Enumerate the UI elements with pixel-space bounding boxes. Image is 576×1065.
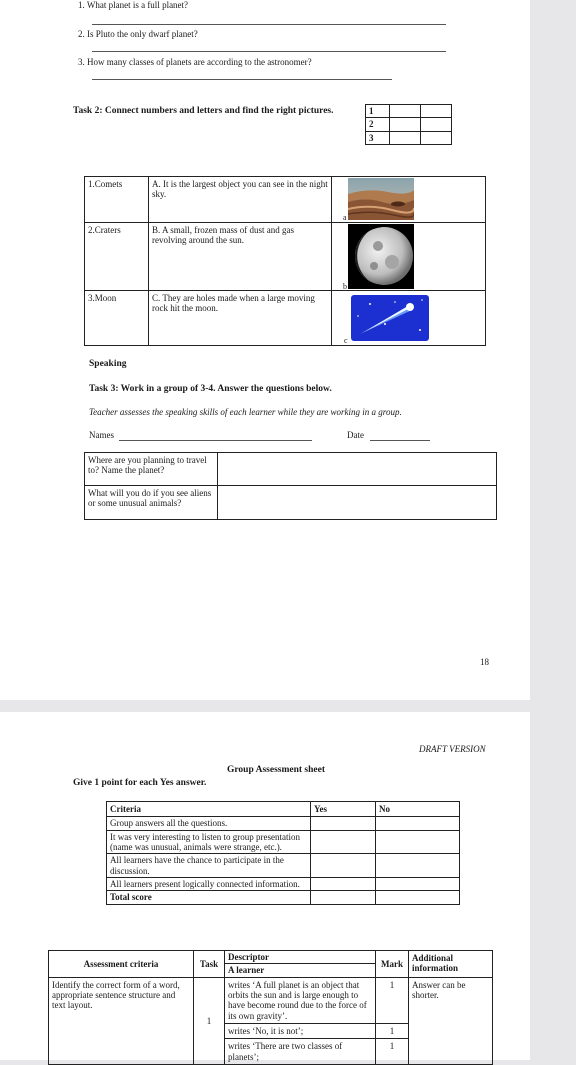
question-2: 2. Is Pluto the only dwarf planet? (78, 29, 198, 39)
names-label: Names (89, 430, 114, 440)
date-label: Date (347, 430, 364, 440)
additional-info-header: Additional information (409, 951, 493, 978)
match-number: 2.Craters (85, 223, 149, 291)
page-number: 18 (480, 657, 489, 667)
mark-value: 1 (376, 1024, 409, 1039)
question-1: 1. What planet is a full planet? (78, 0, 189, 10)
additional-info-text: Answer can be shorter. (409, 977, 493, 1064)
task3-title: Task 3: Work in a group of 3-4. Answer the questions below. (89, 384, 332, 394)
total-score-label: Total score (107, 891, 311, 904)
answer-line-3 (92, 79, 392, 80)
speaking-answer-cell[interactable] (218, 453, 497, 486)
picture-label-a: a (343, 213, 347, 222)
grid-number-2: 2 (366, 118, 390, 131)
match-definition: C. They are holes made when a large moving rock hit the moon. (149, 291, 332, 346)
mark-value: 1 (376, 1039, 409, 1065)
answer-grid (365, 104, 452, 145)
speaking-question: What will you do if you see aliens or some unusual animals? (85, 486, 218, 520)
criteria-header: Criteria (107, 802, 311, 817)
picture-label-b: b (343, 282, 347, 291)
assessment-table (48, 950, 493, 1065)
speaking-heading: Speaking (89, 359, 127, 369)
answer-line-2 (92, 51, 446, 52)
mark-value: 1 (376, 977, 409, 1023)
task2-title: Task 2: Connect numbers and letters and find the right pictures. (73, 106, 334, 116)
grid-cell[interactable] (390, 118, 421, 131)
yes-cell[interactable] (311, 878, 376, 891)
match-definition: B. A small, frozen mass of dust and gas revolving around the sun. (149, 223, 332, 291)
assessment-criteria-text: Identify the correct form of a word, appropriate sentence structure and text layout. (49, 977, 194, 1064)
match-definition: A. It is the largest object you can see in the night sky. (149, 177, 332, 223)
speaking-answer-cell[interactable] (218, 486, 497, 520)
descriptor-subheader: A learner (228, 965, 265, 976)
criteria-row: It was very interesting to listen to group presentation (name was unusual, animals were strange, etc.). (107, 830, 311, 854)
mark-header: Mark (376, 951, 409, 978)
no-cell[interactable] (376, 830, 460, 854)
task-number: 1 (194, 977, 225, 1064)
yes-cell[interactable] (311, 817, 376, 830)
draft-version: DRAFT VERSION (419, 744, 486, 754)
yes-header: Yes (311, 802, 376, 817)
match-number: 1.Comets (85, 177, 149, 223)
descriptor-header-label: Descriptor (225, 951, 375, 964)
crater-landscape-image (348, 178, 414, 220)
grid-cell[interactable] (390, 131, 421, 144)
criteria-table (106, 801, 460, 905)
speaking-question: Where are you planning to travel to? Name the planet? (85, 453, 218, 486)
grid-cell[interactable] (421, 118, 452, 131)
no-cell[interactable] (376, 854, 460, 878)
match-number: 3.Moon (85, 291, 149, 346)
moon-image (348, 224, 414, 289)
criteria-row: Group answers all the questions. (107, 817, 311, 830)
grid-cell[interactable] (421, 105, 452, 118)
no-cell[interactable] (376, 878, 460, 891)
criteria-row: All learners present logically connected information. (107, 878, 311, 891)
yes-cell[interactable] (311, 854, 376, 878)
descriptor-header (225, 951, 376, 978)
comet-image (350, 294, 430, 342)
yes-cell[interactable] (311, 830, 376, 854)
grid-number-1: 1 (366, 105, 390, 118)
names-input-line[interactable] (119, 440, 312, 441)
question-3: 3. How many classes of planets are according to the astronomer? (78, 57, 312, 67)
speaking-table (84, 452, 497, 520)
worksheet-page-2 (0, 712, 530, 1060)
picture-label-c: c (344, 336, 348, 345)
sheet-title: Group Assessment sheet (227, 765, 325, 775)
assessment-criteria-header: Assessment criteria (49, 951, 194, 978)
grid-number-3: 3 (366, 131, 390, 144)
no-cell[interactable] (376, 817, 460, 830)
no-total-cell[interactable] (376, 891, 460, 904)
date-input-line[interactable] (370, 440, 430, 441)
descriptor-text: writes ‘A full planet is an object that orbits the sun and is large enough to have become round due to the force of its own gravity’. (225, 977, 376, 1023)
criteria-row: All learners have the chance to participate in the discussion. (107, 854, 311, 878)
descriptor-text: writes ‘There are two classes of planets’; (225, 1039, 376, 1065)
instruction: Give 1 point for each Yes answer. (73, 778, 207, 788)
teacher-note: Teacher assesses the speaking skills of each learner while they are working in a group. (89, 407, 402, 417)
answer-line-1 (92, 24, 446, 25)
descriptor-text: writes ‘No, it is not’; (225, 1024, 376, 1039)
grid-cell[interactable] (390, 105, 421, 118)
grid-cell[interactable] (421, 131, 452, 144)
no-header: No (376, 802, 460, 817)
yes-total-cell[interactable] (311, 891, 376, 904)
task-header: Task (194, 951, 225, 978)
